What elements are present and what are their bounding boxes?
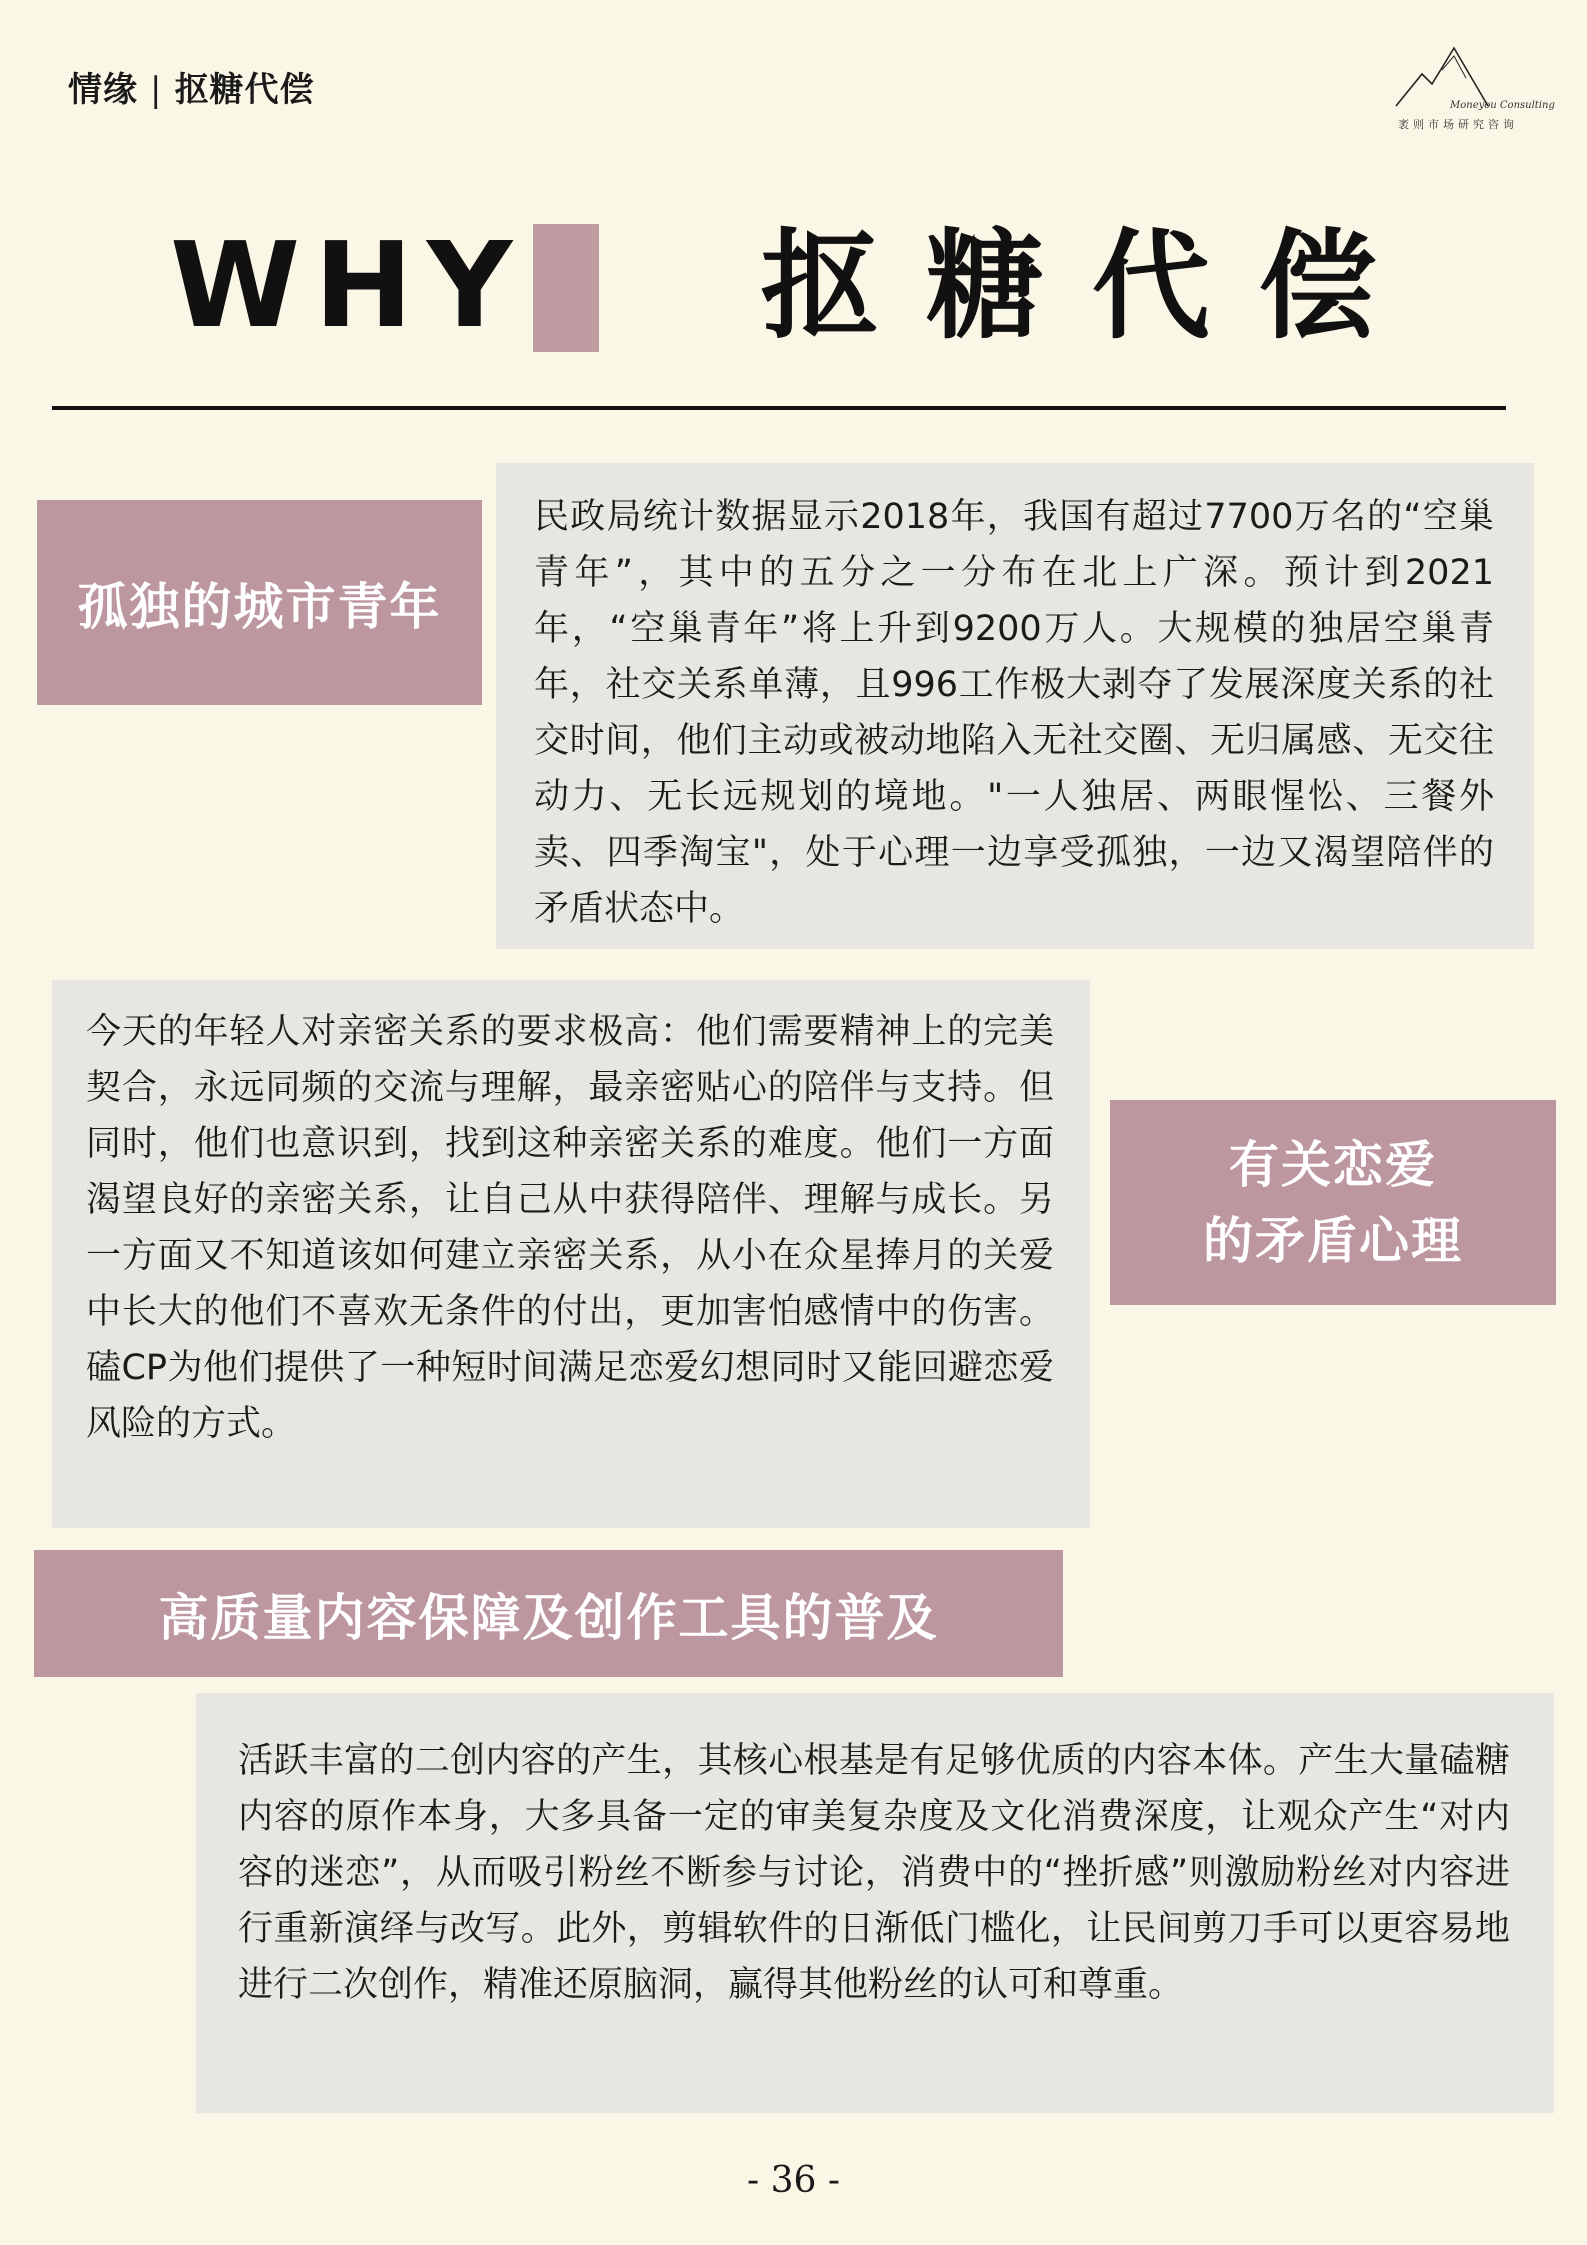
title-accent-bar (533, 224, 599, 352)
company-logo (1392, 44, 1555, 134)
logo-script-text: Moneyou Consulting (1450, 100, 1555, 111)
logo-cn-text: 袤则市场研究咨询 (1398, 118, 1518, 131)
section-text-lonely-youth: 民政局统计数据显示2018年，我国有超过7700万名的“空巢青年”，其中的五分之一分布在北上广深。预计到2021年，“空巢青年”将上升到9200万人。大规模的独居空巢青年，社交关系单薄，且996工作极大剥夺了发展深度关系的社交时间，他们主动或被动地陷入无社交圈、无归属感、无交往动力、无长远规划的境地。"一人独居、两眼惺忪、三餐外卖、四季淘宝"，处于心理一边享受孤独，一边又渴望陪伴的矛盾状态中。 (496, 463, 1534, 949)
header-section: 情缘 (68, 70, 138, 110)
title-english: WHY (170, 216, 527, 354)
section-label-lonely-youth (37, 500, 482, 705)
section-label-text: 孤独的城市青年 (77, 576, 442, 636)
title-divider (52, 406, 1506, 410)
section-label-line2: 的矛盾心理 (1203, 1210, 1463, 1270)
section-label-line1: 有关恋爱 (1229, 1134, 1437, 1194)
page-number: - 36 - (746, 2160, 841, 2201)
section-text-content-tools: 活跃丰富的二创内容的产生，其核心根基是有足够优质的内容本体。产生大量磕糖内容的原作本身，大多具备一定的审美复杂度及文化消费深度，让观众产生“对内容的迷恋”，从而吸引粉丝不断参与讨论，消费中的“挫折感”则激励粉丝对内容进行重新演绎与改写。此外，剪辑软件的日渐低门槛化，让民间剪刀手可以更容易地进行二次创作，精准还原脑洞，赢得其他粉丝的认可和尊重。 (196, 1693, 1554, 2113)
section-label-text: 高质量内容保障及创作工具的普及 (158, 1587, 939, 1647)
header-breadcrumb (68, 62, 314, 111)
section-label-content-tools (34, 1550, 1063, 1677)
header-separator: | (150, 70, 163, 110)
header-topic: 抠糖代偿 (174, 70, 315, 110)
section-text-love-contradiction: 今天的年轻人对亲密关系的要求极高：他们需要精神上的完美契合，永远同频的交流与理解，最亲密贴心的陪伴与支持。但同时，他们也意识到，找到这种亲密关系的难度。他们一方面渴望良好的亲密关系，让自己从中获得陪伴、理解与成长。另一方面又不知道该如何建立亲密关系，从小在众星捧月的关爱中长大的他们不喜欢无条件的付出，更加害怕感情中的伤害。磕CP为他们提供了一种短时间满足恋爱幻想同时又能回避恋爱风险的方式。 (52, 980, 1090, 1528)
title-chinese: 抠糖代偿 (760, 216, 1425, 355)
section-label-love-contradiction (1110, 1100, 1556, 1305)
